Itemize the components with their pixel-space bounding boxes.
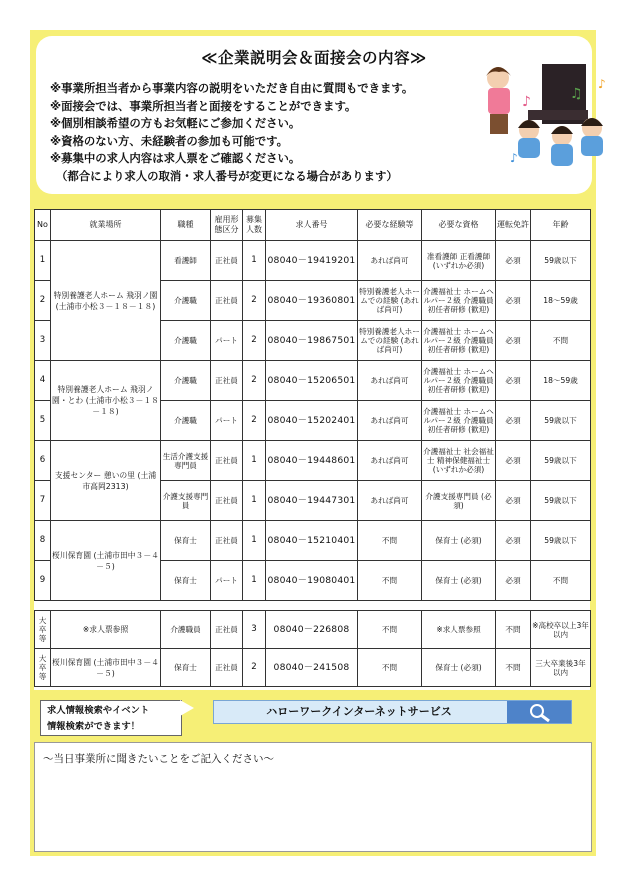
- job-title: 介護職員: [161, 611, 211, 649]
- openings: 1: [243, 441, 266, 481]
- search-icon: [507, 701, 571, 723]
- experience: 特別養護老人ホームでの経験 (あれば尚可): [358, 321, 422, 361]
- age: 59歳以下: [531, 481, 591, 521]
- openings: 1: [243, 521, 266, 561]
- openings: 3: [243, 611, 266, 649]
- callout-line: 情報検索ができます！: [47, 721, 140, 732]
- experience: 不問: [358, 561, 422, 601]
- search-info-callout: [40, 700, 182, 736]
- callout-tail: [180, 700, 194, 716]
- table-row: [35, 361, 591, 401]
- table-row: [35, 649, 591, 687]
- intro-box: [36, 36, 606, 194]
- qualification: 保育士 (必須): [422, 649, 496, 687]
- job-title: 保育士: [161, 561, 211, 601]
- qualification: 准看護師 正看護師 (いずれか必須): [422, 241, 496, 281]
- qualification: 介護福祉士 ホームヘルパー２級 介護職員初任者研修 (歓迎): [422, 281, 496, 321]
- openings: 1: [243, 241, 266, 281]
- note-item: ※個別相談希望の方もお気軽にご参加ください。: [50, 116, 301, 131]
- svg-text:♪: ♪: [598, 77, 606, 91]
- job-title: 介護支援専門員: [161, 481, 211, 521]
- qualification: ※求人票参照: [422, 611, 496, 649]
- employment-type: 正社員: [211, 441, 243, 481]
- col-header: 求人番号: [266, 210, 358, 241]
- row-no: 8: [35, 521, 51, 561]
- license: 必須: [496, 321, 531, 361]
- table-row: [35, 441, 591, 481]
- job-title: 生活介護支援専門員: [161, 441, 211, 481]
- license: 必須: [496, 481, 531, 521]
- employment-type: パート: [211, 321, 243, 361]
- experience: あれば尚可: [358, 241, 422, 281]
- license: 必須: [496, 561, 531, 601]
- experience: あれば尚可: [358, 481, 422, 521]
- experience: 不問: [358, 611, 422, 649]
- questions-prompt: ～当日事業所に聞きたいことをご記入ください～: [43, 753, 274, 765]
- questions-box[interactable]: [34, 742, 592, 852]
- job-title: 看護師: [161, 241, 211, 281]
- svg-text:♪: ♪: [510, 151, 518, 165]
- col-header: 必要な経験等: [358, 210, 422, 241]
- employment-type: 正社員: [211, 649, 243, 687]
- job-id: 08040－19360801: [266, 281, 358, 321]
- openings: 2: [243, 361, 266, 401]
- age: 三大卒業後3年以内: [531, 649, 591, 687]
- notes-list: [50, 80, 413, 186]
- job-title: 介護職: [161, 281, 211, 321]
- piano-children-illustration: [458, 58, 608, 176]
- experience: あれば尚可: [358, 401, 422, 441]
- col-header: 運転免許: [496, 210, 531, 241]
- qualification: 介護支援専門員 (必須): [422, 481, 496, 521]
- experience: 不問: [358, 649, 422, 687]
- row-no: 1: [35, 241, 51, 281]
- openings: 1: [243, 481, 266, 521]
- license: 不問: [496, 649, 531, 687]
- row-no: 2: [35, 281, 51, 321]
- age: 18～59歳: [531, 281, 591, 321]
- note-item: ※募集中の求人内容は求人票をご確認ください。: [50, 151, 301, 166]
- col-header: 職種: [161, 210, 211, 241]
- row-no: 6: [35, 441, 51, 481]
- row-no: 大卒等: [35, 611, 51, 649]
- license: 必須: [496, 281, 531, 321]
- job-title: 介護職: [161, 361, 211, 401]
- row-no: 7: [35, 481, 51, 521]
- age: 18～59歳: [531, 361, 591, 401]
- job-id: 08040－241508: [266, 649, 358, 687]
- table-spacer: [35, 601, 591, 611]
- license: 不問: [496, 611, 531, 649]
- experience: あれば尚可: [358, 361, 422, 401]
- age: 59歳以下: [531, 441, 591, 481]
- employment-type: 正社員: [211, 611, 243, 649]
- job-title: 介護職: [161, 401, 211, 441]
- job-id: 08040－19867501: [266, 321, 358, 361]
- work-place: 特別養護老人ホーム 飛羽ノ園 (土浦市小松３－１８－１８): [51, 241, 161, 361]
- age: 不問: [531, 561, 591, 601]
- job-title: 保育士: [161, 649, 211, 687]
- job-id: 08040－226808: [266, 611, 358, 649]
- employment-type: 正社員: [211, 481, 243, 521]
- banner-label: ハローワークインターネットサービス: [266, 705, 452, 718]
- age: 不問: [531, 321, 591, 361]
- qualification: 介護福祉士 ホームヘルパー２級 介護職員初任者研修 (歓迎): [422, 401, 496, 441]
- employment-type: パート: [211, 401, 243, 441]
- svg-text:♪: ♪: [522, 94, 531, 110]
- row-no: 3: [35, 321, 51, 361]
- qualification: 介護福祉士 社会福祉士 精神保健福祉士 (いずれか必須): [422, 441, 496, 481]
- table-row: [35, 521, 591, 561]
- table-row: [35, 241, 591, 281]
- license: 必須: [496, 441, 531, 481]
- note-item: ※面接会では、事業所担当者と面接をすることができます。: [50, 98, 357, 113]
- work-place: 支援センター 憩いの里 (土浦市高岡2313): [51, 441, 161, 521]
- license: 必須: [496, 521, 531, 561]
- age: 59歳以下: [531, 241, 591, 281]
- job-id: 08040－19448601: [266, 441, 358, 481]
- work-place: 桜川保育園 (土浦市田中３－４－５): [51, 649, 161, 687]
- openings: 1: [243, 561, 266, 601]
- note-item: ※事業所担当者から事業内容の説明をいただき自由に質問もできます。: [50, 81, 414, 95]
- col-header: 就業場所: [51, 210, 161, 241]
- note-item: （都合により求人の取消・求人番号が変更になる場合があります）: [56, 168, 398, 183]
- employment-type: 正社員: [211, 281, 243, 321]
- table-row: [35, 611, 591, 649]
- license: 必須: [496, 401, 531, 441]
- page-title: ≪企業説明会＆面接会の内容≫: [201, 49, 427, 67]
- job-title: 介護職: [161, 321, 211, 361]
- age: 59歳以下: [531, 521, 591, 561]
- qualification: 介護福祉士 ホームヘルパー２級 介護職員初任者研修 (歓迎): [422, 361, 496, 401]
- openings: 2: [243, 321, 266, 361]
- employment-type: 正社員: [211, 361, 243, 401]
- work-place: 桜川保育園 (土浦市田中３－４－５): [51, 521, 161, 601]
- col-header: No: [35, 210, 51, 241]
- license: 必須: [496, 241, 531, 281]
- search-button[interactable]: [507, 701, 571, 723]
- age: ※高校卒以上3年以内: [531, 611, 591, 649]
- col-header: 募集人数: [243, 210, 266, 241]
- job-id: 08040－19080401: [266, 561, 358, 601]
- job-id: 08040－19419201: [266, 241, 358, 281]
- job-table: [34, 209, 590, 690]
- job-id: 08040－15210401: [266, 521, 358, 561]
- row-no: 大卒等: [35, 649, 51, 687]
- row-no: 9: [35, 561, 51, 601]
- work-place: ※求人票参照: [51, 611, 161, 649]
- job-id: 08040－15206501: [266, 361, 358, 401]
- openings: 2: [243, 401, 266, 441]
- license: 必須: [496, 361, 531, 401]
- employment-type: 正社員: [211, 241, 243, 281]
- col-header: 雇用形態区分: [211, 210, 243, 241]
- row-no: 5: [35, 401, 51, 441]
- experience: あれば尚可: [358, 441, 422, 481]
- job-id: 08040－15202401: [266, 401, 358, 441]
- experience: 特別養護老人ホームでの経験 (あれば尚可): [358, 281, 422, 321]
- hellowork-banner[interactable]: [213, 700, 572, 724]
- qualification: 保育士 (必須): [422, 561, 496, 601]
- callout-line: 求人情報検索やイベント: [47, 705, 150, 716]
- work-place: 特別養護老人ホーム 飛羽ノ園・とわ (土浦市小松３－１８－１８): [51, 361, 161, 441]
- qualification: 介護福祉士 ホームヘルパー２級 介護職員初任者研修 (歓迎): [422, 321, 496, 361]
- experience: 不問: [358, 521, 422, 561]
- qualification: 保育士 (必須): [422, 521, 496, 561]
- job-title: 保育士: [161, 521, 211, 561]
- openings: 2: [243, 281, 266, 321]
- col-header: 必要な資格: [422, 210, 496, 241]
- age: 59歳以下: [531, 401, 591, 441]
- employment-type: パート: [211, 561, 243, 601]
- note-item: ※資格のない方、未経験者の参加も可能です。: [50, 133, 288, 148]
- col-header: 年齢: [531, 210, 591, 241]
- row-no: 4: [35, 361, 51, 401]
- job-id: 08040－19447301: [266, 481, 358, 521]
- employment-type: 正社員: [211, 521, 243, 561]
- openings: 2: [243, 649, 266, 687]
- svg-text:♫: ♫: [570, 86, 583, 102]
